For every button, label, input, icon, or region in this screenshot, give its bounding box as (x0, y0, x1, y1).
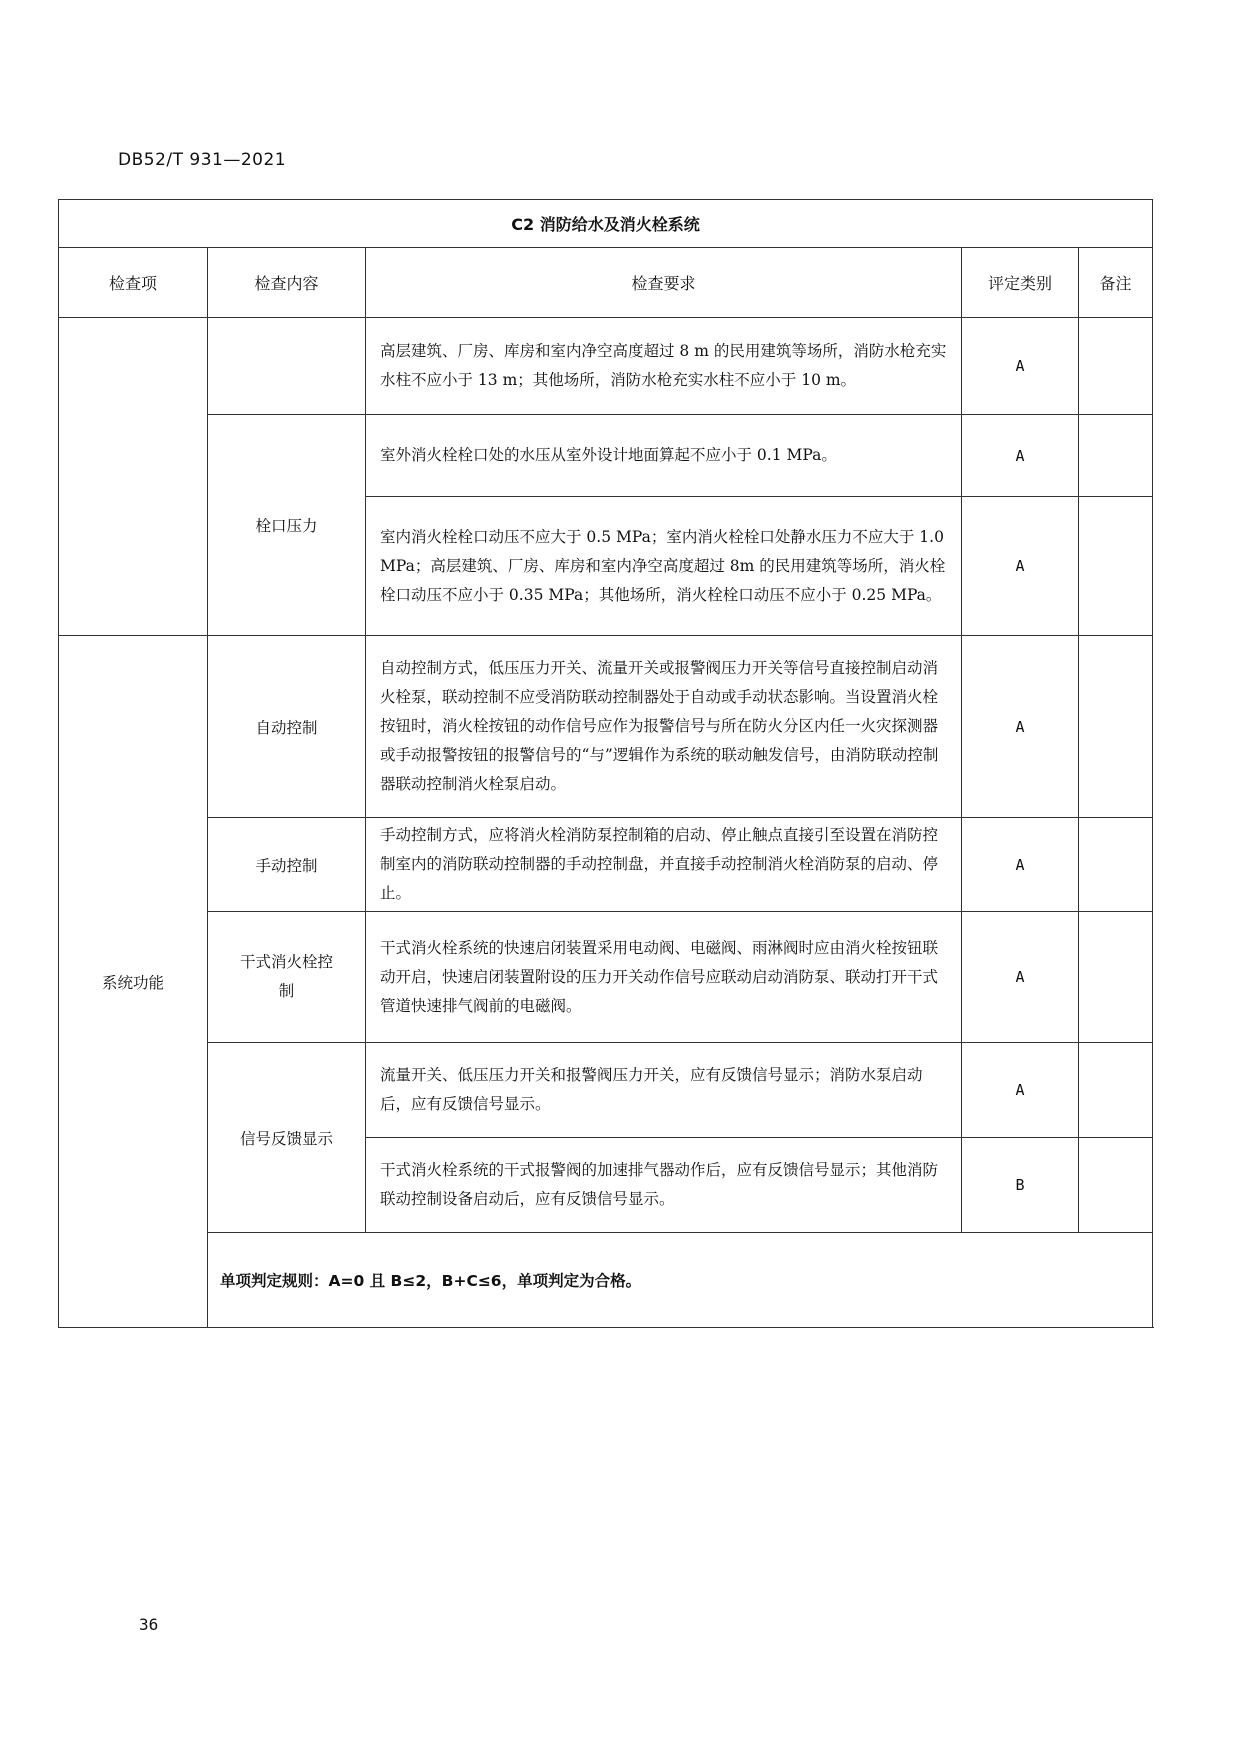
requirement-cell: 手动控制方式，应将消火栓消防泵控制箱的启动、停止触点直接引至设置在消防控制室内的消防联动控制器的手动控制盘，并直接手动控制消火栓消防泵的启动、停止。 (366, 818, 962, 912)
table-row (59, 318, 1153, 415)
grade-cell: B (962, 1138, 1079, 1233)
column-header-item: 检查项 (59, 248, 208, 318)
inspection-table (58, 199, 1153, 1328)
requirement-cell: 流量开关、低压压力开关和报警阀压力开关，应有反馈信号显示；消防水泵启动后，应有反馈信号显示。 (366, 1043, 962, 1138)
note-cell (1079, 1043, 1153, 1138)
rule-row (59, 1233, 1153, 1328)
column-header-grade: 评定类别 (962, 248, 1079, 318)
requirement-cell: 室内消火栓栓口动压不应大于 0.5 MPa；室内消火栓栓口处静水压力不应大于 1.0 MPa；高层建筑、厂房、库房和室内净空高度超过 8m 的民用建筑等场所，消火栓栓口动压不应小于 0.35 MPa；其他场所，消火栓栓口动压不应小于 0.25 MPa。 (366, 497, 962, 636)
column-header-note: 备注 (1079, 248, 1153, 318)
requirement-cell: 自动控制方式，低压压力开关、流量开关或报警阀压力开关等信号直接控制启动消火栓泵，联动控制不应受消防联动控制器处于自动或手动状态影响。当设置消火栓按钮时，消火栓按钮的动作信号应作为报警信号与所在防火分区内任一火灾探测器或手动报警按钮的报警信号的“与”逻辑作为系统的联动触发信号，由消防联动控制器联动控制消火栓泵启动。 (366, 636, 962, 818)
column-header-content: 检查内容 (208, 248, 366, 318)
grade-cell: A (962, 636, 1079, 818)
document-code: DB52/T 931—2021 (118, 150, 287, 170)
note-cell (1079, 415, 1153, 497)
page-number: 36 (139, 1615, 159, 1634)
grade-cell: A (962, 318, 1079, 415)
grade-cell: A (962, 415, 1079, 497)
table-row (59, 818, 1153, 912)
check-content-cell: 栓口压力 (208, 415, 366, 636)
table-row (59, 636, 1153, 818)
note-cell (1079, 1138, 1153, 1233)
note-cell (1079, 912, 1153, 1043)
table-header-row (59, 248, 1153, 318)
grade-cell: A (962, 818, 1079, 912)
check-item-cell: 系统功能 (59, 636, 208, 1328)
check-item-cell (59, 318, 208, 636)
grade-cell: A (962, 497, 1079, 636)
requirement-cell: 室外消火栓栓口处的水压从室外设计地面算起不应小于 0.1 MPa。 (366, 415, 962, 497)
table-row (59, 1043, 1153, 1138)
check-content-cell (208, 318, 366, 415)
requirement-cell: 干式消火栓系统的快速启闭装置采用电动阀、电磁阀、雨淋阀时应由消火栓按钮联动开启，快速启闭装置附设的压力开关动作信号应联动启动消防泵、联动打开干式管道快速排气阀前的电磁阀。 (366, 912, 962, 1043)
requirement-cell: 干式消火栓系统的干式报警阀的加速排气器动作后，应有反馈信号显示；其他消防联动控制设备启动后，应有反馈信号显示。 (366, 1138, 962, 1233)
check-content-cell: 信号反馈显示 (208, 1043, 366, 1233)
note-cell (1079, 497, 1153, 636)
table-title: C2 消防给水及消火栓系统 (59, 200, 1153, 248)
table-title-row (59, 200, 1153, 248)
note-cell (1079, 318, 1153, 415)
grade-cell: A (962, 1043, 1079, 1138)
table-row (59, 415, 1153, 497)
note-cell (1079, 636, 1153, 818)
judgement-rule: 单项判定规则：A=0 且 B≤2，B+C≤6，单项判定为合格。 (208, 1233, 1153, 1328)
table-row (59, 912, 1153, 1043)
check-content-cell: 干式消火栓控制 (208, 912, 366, 1043)
note-cell (1079, 818, 1153, 912)
check-content-cell: 自动控制 (208, 636, 366, 818)
grade-cell: A (962, 912, 1079, 1043)
column-header-requirement: 检查要求 (366, 248, 962, 318)
requirement-cell: 高层建筑、厂房、库房和室内净空高度超过 8 m 的民用建筑等场所，消防水枪充实水柱不应小于 13 m；其他场所，消防水枪充实水柱不应小于 10 m。 (366, 318, 962, 415)
check-content-cell: 手动控制 (208, 818, 366, 912)
